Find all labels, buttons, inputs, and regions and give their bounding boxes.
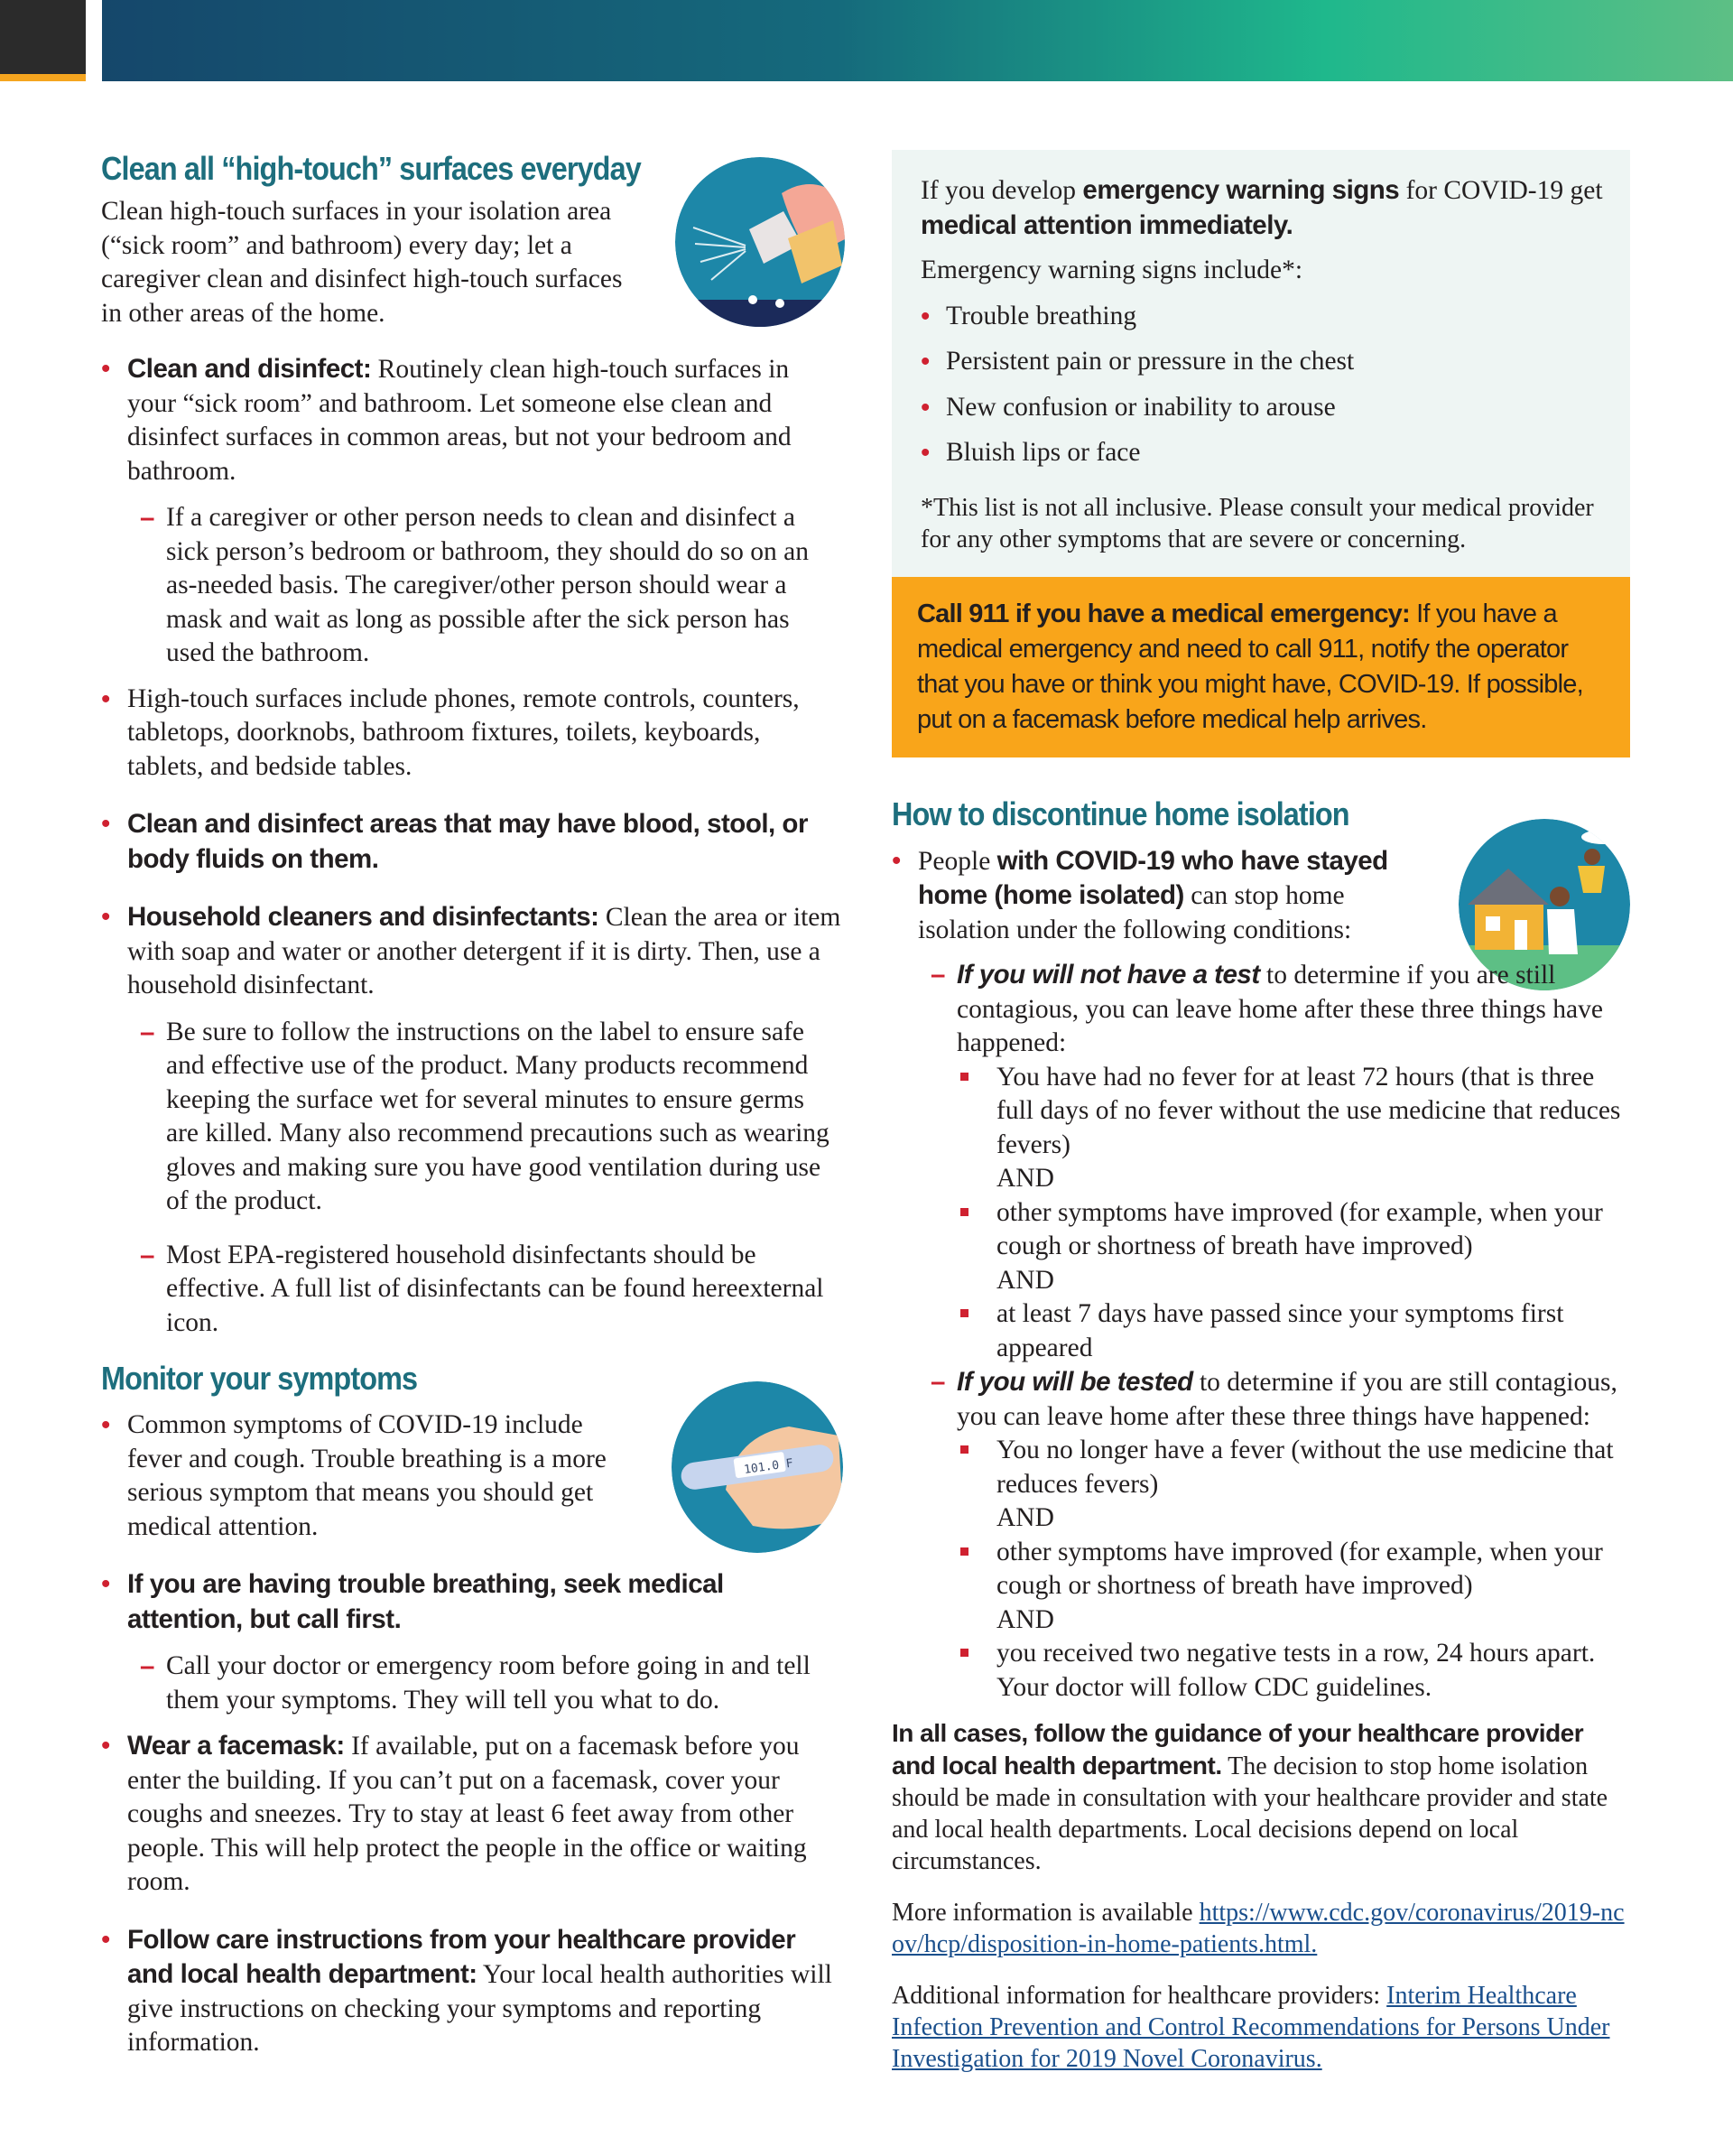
bullet-text: Clean the area or item with soap and water or another detergent if it is dirty. Then, use a household disinfectant. (127, 903, 841, 999)
call-911-lead: Call 911 if you have a medical emergency: (917, 599, 1410, 628)
sub-item (918, 1365, 1630, 1705)
sub-list (127, 501, 843, 671)
list-item: • Common symptoms of COVID-19 include fever and cough. Trouble breathing is a more serious symptom that means you should get medical attention. (101, 1408, 633, 1544)
item-text: you received two negative tests in a row, 24 hours apart. Your doctor will follow CDC guidelines. (996, 1639, 1596, 1702)
additional-info-paragraph (892, 1980, 1630, 2075)
warning-intro (921, 173, 1603, 243)
bullet-text: can stop home isolation under the following conditions: (918, 881, 1352, 944)
corner-block (0, 0, 86, 74)
all-cases-text: The decision to stop home isolation should be made in consultation with your healthcare provider and state and local health departments. Local decisions depend on local circumstances. (892, 1752, 1608, 1875)
more-info-paragraph (892, 1897, 1630, 1960)
and-word: AND (996, 1604, 1054, 1634)
list-item (957, 1297, 1630, 1365)
test-items (957, 1434, 1630, 1705)
list-item (101, 1567, 811, 1717)
clean-bullets (101, 352, 843, 1340)
left-column (101, 150, 843, 2060)
warning-box (892, 150, 1630, 577)
bullet-lead: Clean and disinfect areas that may have blood, stool, or body fluids on them. (127, 809, 808, 874)
bullet-lead: Household cleaners and disinfectants: (127, 902, 599, 932)
list-item: • New confusion or inability to arouse (921, 391, 1603, 425)
sub-item (918, 958, 1630, 1365)
sub-item: – Most EPA-registered household disinfectants should be effective. A full list of disinfectants can be found hereexternal icon. (127, 1239, 843, 1341)
thermometer-icon (672, 1381, 843, 1553)
sub-item: – Call your doctor or emergency room before going in and tell them your symptoms. They will tell you what to do. (127, 1650, 852, 1717)
item-text: You have had no fever for at least 72 hours (that is three full days of no fever without the use medicine that reduces fevers) (996, 1062, 1621, 1159)
list-item: • High-touch surfaces include phones, remote controls, counters, tabletops, doorknobs, bathroom fixtures, toilets, keyboards, tablets, and bedside tables. (101, 683, 843, 785)
list-item (957, 1196, 1630, 1298)
bullet-text: Your local health authorities will give instructions on checking your symptoms and reporting information. (127, 1960, 832, 2057)
bullet-lead: Follow care instructions from your healthcare provider and local health department: (127, 1924, 796, 1989)
additional-info-text: Additional information for healthcare providers: (892, 1982, 1387, 2010)
list-item (892, 844, 1630, 1705)
list-item: • Bluish lips or face (921, 436, 1603, 470)
sub-item: – If a caregiver or other person needs to clean and disinfect a sick person’s bedroom or bathroom, they should do so on an as-needed basis. The caregiver/other person should wear a mask and wait as long as possible after the sick person has used the bathroom. (127, 501, 843, 671)
list-item (101, 352, 843, 671)
header-banner (102, 0, 1733, 81)
monitor-heading: Monitor your symptoms (101, 1360, 418, 1397)
warning-bold: medical attention immediately. (921, 209, 1293, 240)
list-item: • Persistent pain or pressure in the chest (921, 345, 1603, 379)
clean-heading: Clean all “high-touch” surfaces everyday (101, 150, 641, 187)
warning-note: *This list is not all inclusive. Please consult your medical provider for any other symptoms that are severe or concerning. (921, 493, 1594, 553)
sub-list (127, 1650, 811, 1717)
bullet-bold: with COVID-19 who have stayed home (home isolated) (918, 845, 1388, 910)
list-item (101, 1923, 843, 2060)
conditions-list (918, 958, 1630, 1705)
discontinue-heading: How to discontinue home isolation (892, 795, 1349, 832)
item-text: other symptoms have improved (for example, when your cough or shortness of breath have improved) (996, 1537, 1603, 1600)
item-text: You no longer have a fever (without the use medicine that reduces fevers) (996, 1436, 1614, 1499)
list-item (957, 1061, 1630, 1196)
warning-text: for COVID-19 get (1399, 176, 1603, 205)
list-item (101, 900, 843, 1340)
warning-bold: emergency warning signs (1082, 175, 1400, 205)
bullet-lead: Clean and disinfect: (127, 354, 372, 384)
clean-intro: Clean high-touch surfaces in your isolation area (“sick room” and bathroom) every day; let a caregiver clean and disinfect high-touch surfaces in other areas of the home. (101, 197, 623, 328)
spray-bottle-icon (675, 157, 845, 327)
bullet-text: Routinely clean high-touch surfaces in your “sick room” and bathroom. Let someone else clean and disinfect surfaces in common areas, but not your bedroom and bathroom. (127, 355, 792, 486)
and-word: AND (996, 1164, 1054, 1193)
bullet-lead: If you are having trouble breathing, seek medical attention, but call first. (127, 1569, 724, 1634)
condition-lead: If you will not have a test (957, 960, 1260, 990)
cdc-disposition-link[interactable]: https://www.cdc.gov/coronavirus/2019-ncov/hcp/disposition-in-home-patients.html. (892, 1899, 1625, 1958)
list-item (101, 1729, 843, 1900)
interim-guidance-link[interactable]: Interim Healthcare Infection Prevention and Control Recommendations for Persons Under Investigation for 2019 Novel Coronavirus. (892, 1982, 1610, 2073)
all-cases-lead: In all cases, follow the guidance of your healthcare provider and local health department. (892, 1719, 1584, 1780)
list-item (957, 1434, 1630, 1536)
item-text: other symptoms have improved (for example, when your cough or shortness of breath have improved) (996, 1197, 1603, 1260)
right-column (892, 150, 1630, 2075)
sub-item: – Be sure to follow the instructions on the label to ensure safe and effective use of the product. Many products recommend keeping the surface wet for several minutes to ensure germs are killed. Many also recommend precautions such as wearing gloves and making sure you have good ventilation during use of the product. (127, 1016, 843, 1219)
warning-signs-list (921, 300, 1603, 470)
warning-include: Emergency warning signs include*: (921, 256, 1303, 284)
condition-text: to determine if you are still contagious, you can leave home after these three things have happened: (957, 1368, 1617, 1431)
bullet-text: People (918, 846, 997, 876)
item-text: at least 7 days have passed since your symptoms first appeared (996, 1299, 1564, 1362)
and-word: AND (996, 1265, 1054, 1295)
thermometer-reading: 101.0 F (743, 1456, 794, 1477)
list-item (957, 1536, 1630, 1638)
bullet-lead: Wear a facemask: (127, 1731, 345, 1761)
list-item: • Trouble breathing (921, 300, 1603, 334)
condition-lead: If you will be tested (957, 1367, 1193, 1397)
call-911-box (892, 577, 1630, 757)
list-item (101, 807, 843, 877)
more-info-text: More information is available (892, 1899, 1200, 1927)
call-911-text: If you have a medical emergency and need to call 911, notify the operator that you have or think you might have, COVID-19. If possible, put on a facemask before medical help arrives. (917, 599, 1583, 734)
and-word: AND (996, 1503, 1054, 1532)
warning-text: If you develop (921, 176, 1083, 205)
list-item (957, 1637, 1630, 1705)
no-test-items (957, 1061, 1630, 1366)
bullet-text: If available, put on a facemask before you enter the building. If you can’t put on a facemask, cover your coughs and sneezes. Try to stay at least 6 feet away from other people. This will help protect the people in the office or waiting room. (127, 1732, 807, 1896)
sub-list (127, 1016, 843, 1341)
condition-text: to determine if you are still contagious, you can leave home after these three things have happened: (957, 961, 1603, 1057)
discontinue-list (892, 844, 1630, 1705)
corner-accent (0, 74, 86, 81)
all-cases-paragraph (892, 1717, 1630, 1877)
